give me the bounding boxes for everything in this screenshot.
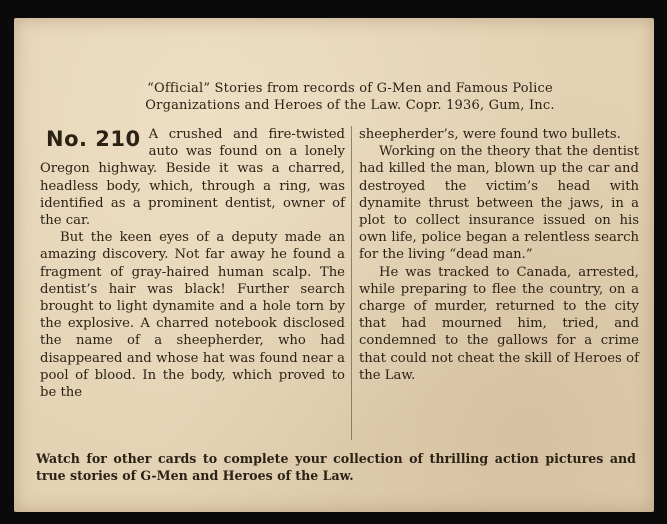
column-divider xyxy=(351,126,352,440)
story-left-column xyxy=(40,126,345,401)
story-paragraph-1: A crushed and fire-twisted auto was found on a lonely Oregon highway. Beside it was a charred, headless body, which, through a ring, was identified as a prominent dentist, owner of the car. xyxy=(40,127,345,229)
story-continuation: sheepherder’s, were found two bullets. xyxy=(359,127,621,142)
story-paragraph-3: Working on the theory that the dentist had killed the man, blown up the car and destroyed the victim’s head with dynamite thrust between the jaws, in a plot to collect insurance issued on his own life, police began a relentless search for the living “dead man.” xyxy=(359,144,639,263)
story-paragraph-2: But the keen eyes of a deputy made an amazing discovery. Not far away he found a fragment of gray-haired human scalp. The dentist’s hair was black! Further search brought to light dynamite and a hole torn by the explosive. A charred notebook disclosed the name of a sheepherder, who had disappeared and whose hat was found near a pool of blood. In the body, which proved to be the xyxy=(40,230,345,401)
story-right-column xyxy=(359,126,639,384)
card-number: No. 210 xyxy=(46,127,141,151)
story-paragraph-4: He was tracked to Canada, arrested, while preparing to flee the country, on a charge of murder, returned to the city that had mourned him, tried, and condemned to the gallows for a crime that could not cheat the skill of Heroes of the Law. xyxy=(359,264,639,383)
header-line-2: Organizations and Heroes of the Law. Copr. 1936, Gum, Inc. xyxy=(145,98,555,113)
card-footer: Watch for other cards to complete your collection of thrilling action pictures and true stories of G-Men and Heroes of the Law. xyxy=(36,451,636,483)
card-header xyxy=(70,80,630,114)
header-line-1: “Official” Stories from records of G-Men and Famous Police xyxy=(147,81,553,96)
trading-card-back xyxy=(14,18,654,512)
